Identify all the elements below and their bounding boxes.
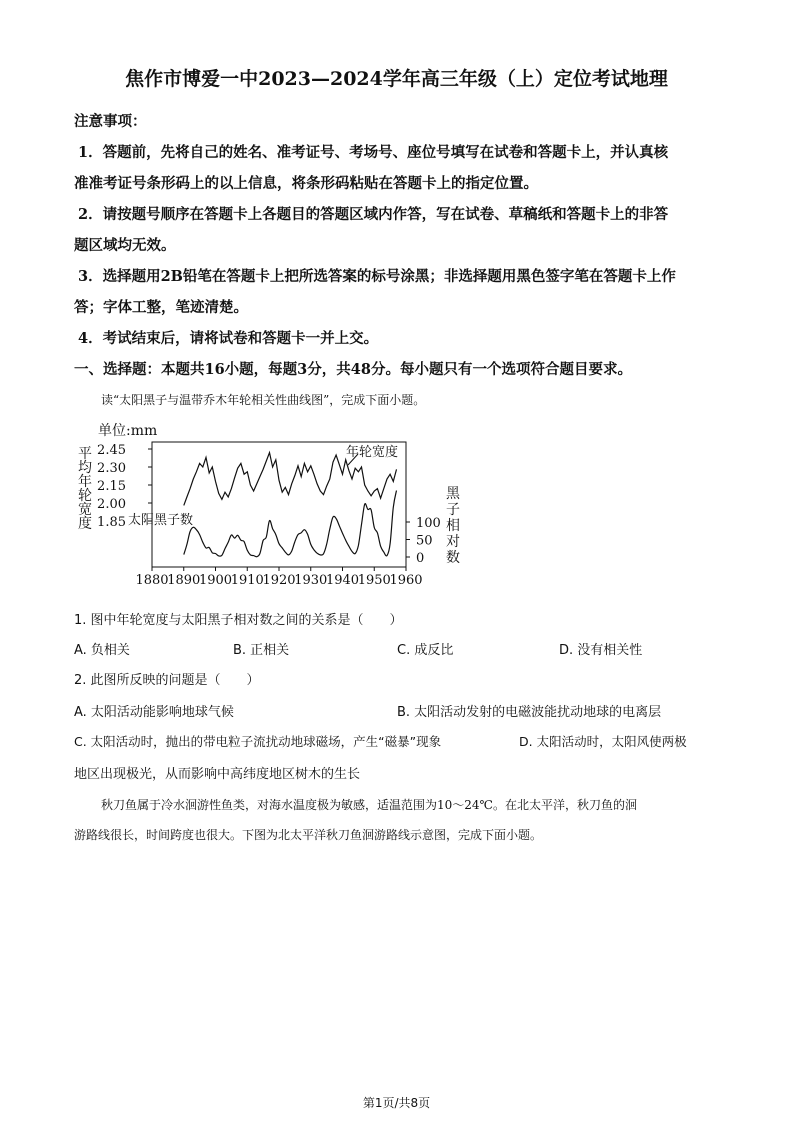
right-axis-label-char: 数 [446, 550, 460, 566]
annotation-sunspot: 太阳黑子数 [128, 513, 194, 528]
notice-line: 准准考证号条形码上的以上信息，将条形码粘贴在答题卡上的指定位置。 [74, 175, 538, 192]
x-tick-label: 1950 [357, 573, 391, 588]
notice-line: 答；字体工整，笔迹清楚。 [74, 299, 248, 316]
chart-intro: 读“太阳黑子与温带乔木年轮相关性曲线图”，完成下面小题。 [101, 393, 426, 407]
right-axis-label-char: 对 [446, 534, 460, 550]
right-tick-label: 50 [416, 533, 433, 549]
notice-heading: 注意事项： [74, 113, 147, 130]
series-line-sunspot [184, 491, 397, 557]
passage-2-line: 秋刀鱼属于冷水洄游性鱼类，对海水温度极为敏感，适温范围为10～24℃。在北太平洋，秋刀鱼的洄 [101, 798, 637, 812]
left-tick-label: 2.30 [97, 461, 126, 476]
right-axis-label-char: 黑 [446, 486, 460, 502]
series-line-ring-width [184, 453, 397, 506]
sunspot-tree-ring-chart [74, 418, 460, 590]
x-tick-label: 1890 [167, 573, 201, 588]
q1-option-b[interactable]: B. 正相关 [233, 643, 290, 658]
right-axis-label-char: 相 [446, 518, 460, 534]
q2-option-d[interactable]: D. 太阳活动时，太阳风使两极 [519, 734, 687, 749]
notice-line: 4．考试结束后，请将试卷和答题卡一并上交。 [78, 330, 379, 347]
left-axis-label-char: 度 [78, 516, 92, 532]
notice-line: 1．答题前，先将自己的姓名、准考证号、考场号、座位号填写在试卷和答题卡上，并认真核 [78, 144, 669, 161]
page-title: 焦作市博爱一中2023—2024学年高三年级（上）定位考试地理 [125, 68, 668, 90]
section-heading: 一、选择题：本题共16小题，每题3分，共48分。每小题只有一个选项符合题目要求。 [74, 361, 632, 378]
page-footer: 第1页/共8页 [362, 1096, 431, 1110]
q2-option-c[interactable]: C. 太阳活动时，抛出的带电粒子流扰动地球磁场，产生“磁暴”现象 [74, 734, 442, 749]
question-1-stem: 1. 图中年轮宽度与太阳黑子相对数之间的关系是（ ） [74, 613, 403, 628]
left-axis-label-char: 年 [78, 474, 92, 490]
unit-label: 单位:mm [98, 423, 158, 439]
x-tick-label: 1880 [135, 573, 169, 588]
left-tick-label: 1.85 [97, 515, 126, 530]
right-axis-label-char: 子 [446, 502, 460, 518]
x-tick-label: 1960 [389, 573, 423, 588]
x-tick-label: 1930 [294, 573, 328, 588]
left-axis-label-char: 轮 [78, 488, 92, 504]
left-tick-label: 2.45 [97, 443, 126, 458]
q1-option-a[interactable]: A. 负相关 [74, 643, 130, 658]
passage-2-line: 游路线很长，时间跨度也很大。下图为北太平洋秋刀鱼洄游路线示意图，完成下面小题。 [74, 828, 543, 842]
x-tick-label: 1940 [325, 573, 360, 588]
q1-option-d[interactable]: D. 没有相关性 [559, 643, 643, 658]
notice-line: 2．请按题号顺序在答题卡上各题目的答题区域内作答，写在试卷、草稿纸和答题卡上的非答 [78, 206, 669, 223]
x-tick-label: 1920 [262, 573, 296, 588]
right-tick-label: 100 [416, 516, 441, 531]
left-axis-label-char: 均 [78, 460, 92, 476]
x-tick-label: 1910 [230, 573, 264, 588]
q2-option-d-continued: 地区出现极光，从而影响中高纬度地区树木的生长 [74, 767, 361, 782]
left-axis-label-char: 平 [78, 446, 92, 462]
q1-option-c[interactable]: C. 成反比 [397, 643, 454, 658]
left-axis-label-char: 宽 [78, 502, 92, 518]
notice-line: 题区域均无效。 [74, 237, 176, 254]
annotation-ring-width: 年轮宽度 [346, 445, 399, 460]
q2-option-b[interactable]: B. 太阳活动发射的电磁波能扰动地球的电离层 [397, 705, 662, 720]
plot-frame [152, 442, 406, 567]
left-tick-label: 2.15 [97, 479, 126, 494]
right-tick-label: 0 [416, 551, 425, 566]
x-tick-label: 1900 [198, 573, 233, 588]
q2-option-a[interactable]: A. 太阳活动能影响地球气候 [74, 705, 234, 720]
left-tick-label: 2.00 [97, 497, 126, 512]
notice-line: 3．选择题用2B铅笔在答题卡上把所选答案的标号涂黑；非选择题用黑色签字笔在答题卡上作 [78, 268, 676, 285]
question-2-stem: 2. 此图所反映的问题是（ ） [74, 673, 260, 688]
